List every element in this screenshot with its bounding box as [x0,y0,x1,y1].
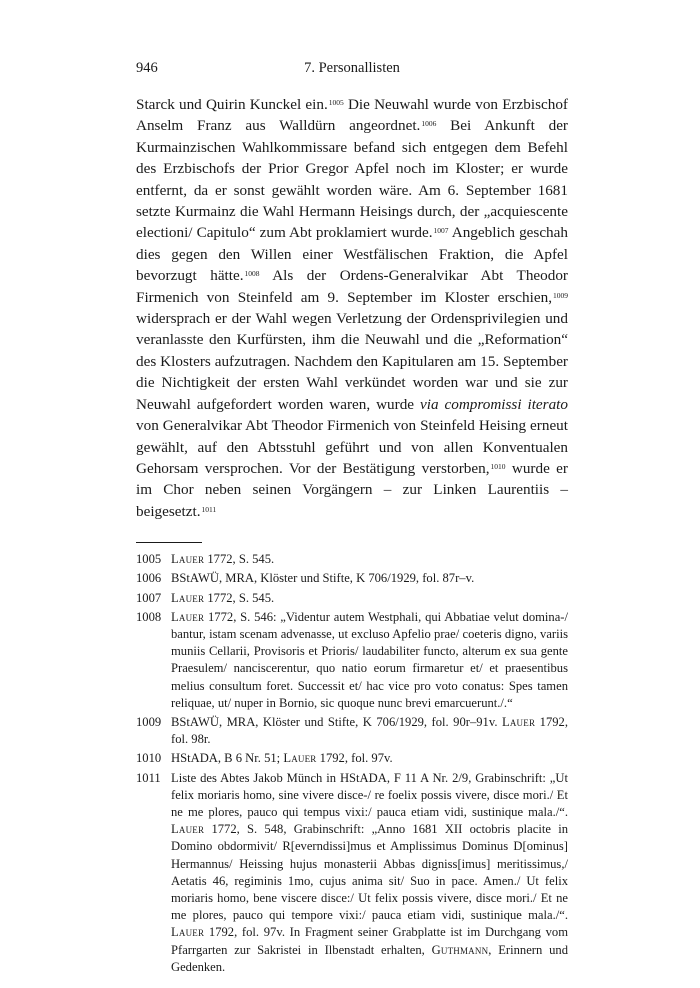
main-paragraph [136,94,568,522]
footnote-text: 1772, S. 548, Grabinschrift: „Anno 1681 XII octobris placite in Domino obdormivit/ R[everndissi]mus et Amplissimus Dominus D[ominus] Hermannus/ Heissing hujus monasterii Abbas digniss[imus] meritissimus,/ Aetatis 46, regiminis 1mo, cujus anima sit/ Suo in pace. Amen./ Ut felix moriaris homo, bene viscere disce:/ Ut felix possis vivere, disce mori./ Et ne me plores, pauco qui tempore vixi:/ pauca etiam vidi, sustinique mala./“. [171,822,568,923]
text-run: von Generalvikar Abt Theodor Firmenich von Steinfeld Heising erneut gewählt, auf den Abtsstuhl geführt und von allen Konventualen Gehorsam versprochen. Vor der Bestätigung verstorben, [136,417,568,477]
footnote-number: 1005 [136,552,162,567]
footnote-ref-1005[interactable]: 1005 [328,98,344,107]
author-name: Lauer [171,925,205,940]
footnote-text: Liste des Abtes Jakob Münch in HStADA, F 11 A Nr. 2/9, Grabinschrift: „Ut felix moriaris homo, sine vivere disce-/ re foelix possis vivere, disce mori./ Et ne me plores, pauco qui tempus vixi:/ pauca etiam vidi, sustinique mala./“. [171,770,568,819]
author-name: Lauer [171,609,205,624]
footnote-1008 [136,609,568,712]
footnote-ref-1006[interactable]: 1006 [421,119,437,129]
italic-phrase: via compromissi iterato [419,395,568,413]
footnote-text: 1792, fol. 97v. [316,751,393,766]
footnote-number: 1011 [136,770,161,785]
text-run: Die Neuwahl wurde von Erzbischof Anselm Franz aus Walldürn angeordnet. [136,96,568,135]
running-head [136,60,568,82]
footnote-number: 1007 [136,590,162,605]
footnote-text: , Erinnern und Gedenken. [171,942,568,974]
footnote-ref-1007[interactable]: 1007 [433,226,449,236]
footnote-text: HStADA, B 6 Nr. 51; [171,751,284,766]
footnote-1007 [136,590,568,607]
footnote-number: 1008 [136,609,162,624]
footnote-number: 1009 [136,714,162,729]
footnotes [136,551,568,976]
text-run: Starck und Quirin Kunckel ein. [136,96,328,113]
footnote-1005 [136,551,568,568]
page-number: 946 [136,60,158,76]
footnote-divider [136,542,202,543]
author-name: Lauer [283,751,317,766]
text-run: Angeblich geschah dies gegen den Willen einer Westfälischen Fraktion, die Apfel bevorzugt hätte. [136,224,568,285]
footnote-text: 1772, S. 545. [204,590,275,605]
footnote-ref-1011[interactable]: 1011 [201,504,217,514]
footnote-text: 1792, fol. 98r. [171,714,568,747]
author-name: Lauer [171,552,205,567]
author-name: Lauer [501,714,536,729]
footnote-1009 [136,714,568,748]
footnote-ref-1008[interactable]: 1008 [244,269,260,279]
footnote-text: BStAWÜ, MRA, Klöster und Stifte, K 706/1929, fol. 90r–91v. [171,714,502,729]
author-name: Guthmann [431,942,489,957]
footnote-number: 1006 [136,571,162,586]
chapter-title: 7. Personallisten [304,60,400,76]
text-run: wurde er im Chor neben seinen Vorgängern – zur Linken Laurentiis – beigesetzt. [136,459,568,520]
footnote-1006 [136,570,568,587]
text-run: Als der Ordens-Generalvikar Abt Theodor Firmenich von Steinfeld am 9. September im Kloster erschien, [136,267,568,306]
footnote-text: 1792, fol. 97v. In Fragment seiner Grabplatte ist im Durchgang vom Pfarrgarten zur Sakristei in Ilbenstadt erhalten, [171,925,568,957]
text-run: Bei Ankunft der Kurmainzischen Wahlkommissare befand sich entgegen dem Befehl des Erzbischofs der Prior Gregor Apfel noch im Kloster; er wurde entfernt, da er sonst gewählt worden wäre. Am 6. September 1681 setzte Kurmainz die Wahl Hermann Heisings durch, der „acquiescente electioni/ Capitulo“ zum Abt proklamiert wurde. [136,117,568,242]
footnote-1010 [136,750,568,767]
author-name: Lauer [171,822,205,837]
footnote-1011 [136,770,568,976]
author-name: Lauer [171,590,205,605]
footnote-text: BStAWÜ, MRA, Klöster und Stifte, K 706/1929, fol. 87r–v. [171,571,475,586]
text-run: widersprach er der Wahl wegen Verletzung der Ordensprivilegien und veranlasste den Kurfürsten, ihm die Neuwahl und die „Reformation“ des Klosters aufzutragen. Nachdem den Kapitularen am 15. September die Nichtigkeit der ersten Wahl verkündet worden war und sie zur Neuwahl aufgefordert worden waren, wurde [136,310,568,413]
footnote-ref-1010[interactable]: 1010 [490,461,506,471]
footnote-text: 1772, S. 546: „Videntur autem Westphali, qui Abbatiae velut domina-/ bantur, istam scenam advenasse, ut excluso Apfelio prae/ coeteris digno, variis muniis Cellarii, Provisoris et Prioris/ laudabiliter functo, alterum ex sua gente Praesulem/ nanciscerentur, quo natio eorum firmaretur et/ et praesentibus melius consultum foret. Successit et/ hac vice pro voto conatus: Spes tamen reliquae, ut/ nuper in Bornio, sic quoque nunc brevi emarcuerunt./.“ [171,609,568,710]
footnote-number: 1010 [136,751,162,766]
footnote-text: 1772, S. 545. [204,552,275,567]
book-page [136,60,568,978]
footnote-ref-1009[interactable]: 1009 [553,290,568,300]
